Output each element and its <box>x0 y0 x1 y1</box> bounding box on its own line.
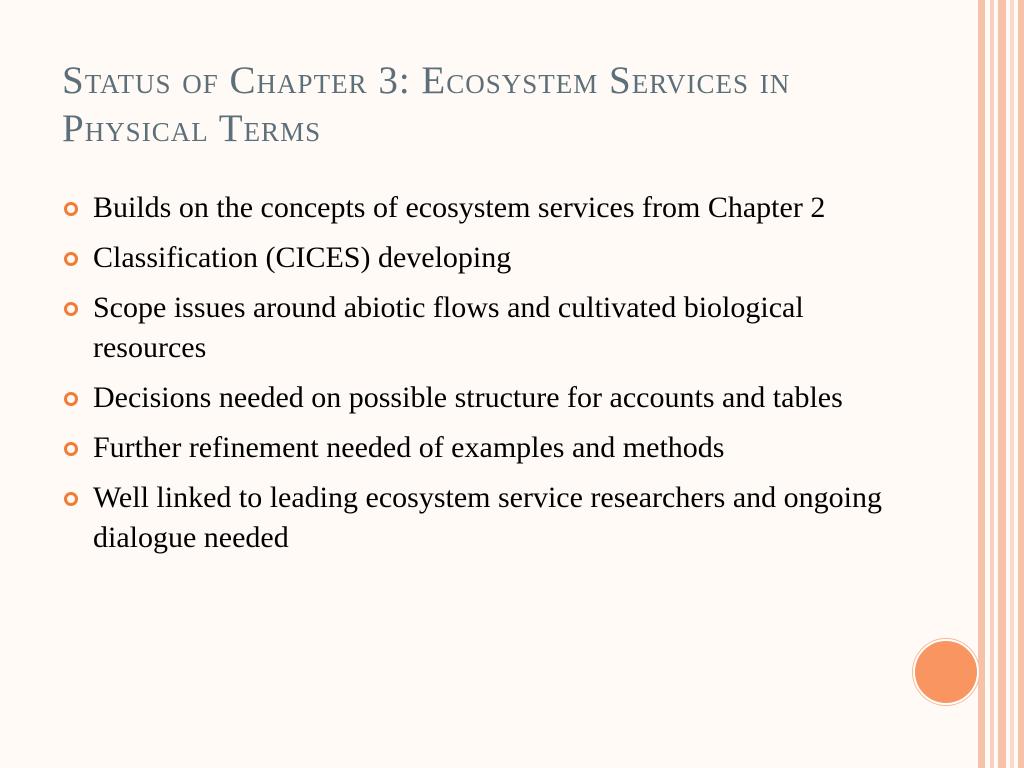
bullet-item <box>62 288 902 368</box>
bullet-item <box>62 428 902 468</box>
right-edge-stripe <box>978 0 985 768</box>
bullet-text: Decisions needed on possible structure for accounts and tables <box>93 381 843 414</box>
ring-bullet-icon <box>64 252 78 266</box>
bullet-text: Well linked to leading ecosystem service researchers and ongoing dialogue needed <box>93 481 882 554</box>
decorative-circle-icon <box>913 639 979 705</box>
right-edge-stripe <box>990 0 994 768</box>
right-edge-stripe <box>1010 0 1014 768</box>
ring-bullet-icon <box>64 302 78 316</box>
bullet-item <box>62 188 902 228</box>
ring-bullet-icon <box>64 442 78 456</box>
bullet-text: Further refinement needed of examples and methods <box>93 431 725 464</box>
bullet-text: Scope issues around abiotic flows and cultivated biological resources <box>93 291 804 364</box>
bullet-item <box>62 238 902 278</box>
bullet-text: Builds on the concepts of ecosystem services from Chapter 2 <box>93 191 826 224</box>
right-edge-stripe <box>1018 0 1024 768</box>
bullet-text: Classification (CICES) developing <box>93 241 512 274</box>
ring-bullet-icon <box>64 202 78 216</box>
ring-bullet-icon <box>64 492 78 506</box>
bullet-list <box>62 188 902 568</box>
bullet-item <box>62 378 902 418</box>
slide-title: Status of Chapter 3: Ecosystem Services in Physical Terms <box>62 59 791 150</box>
bullet-item <box>62 478 902 558</box>
right-edge-stripe <box>998 0 1006 768</box>
ring-bullet-icon <box>64 392 78 406</box>
